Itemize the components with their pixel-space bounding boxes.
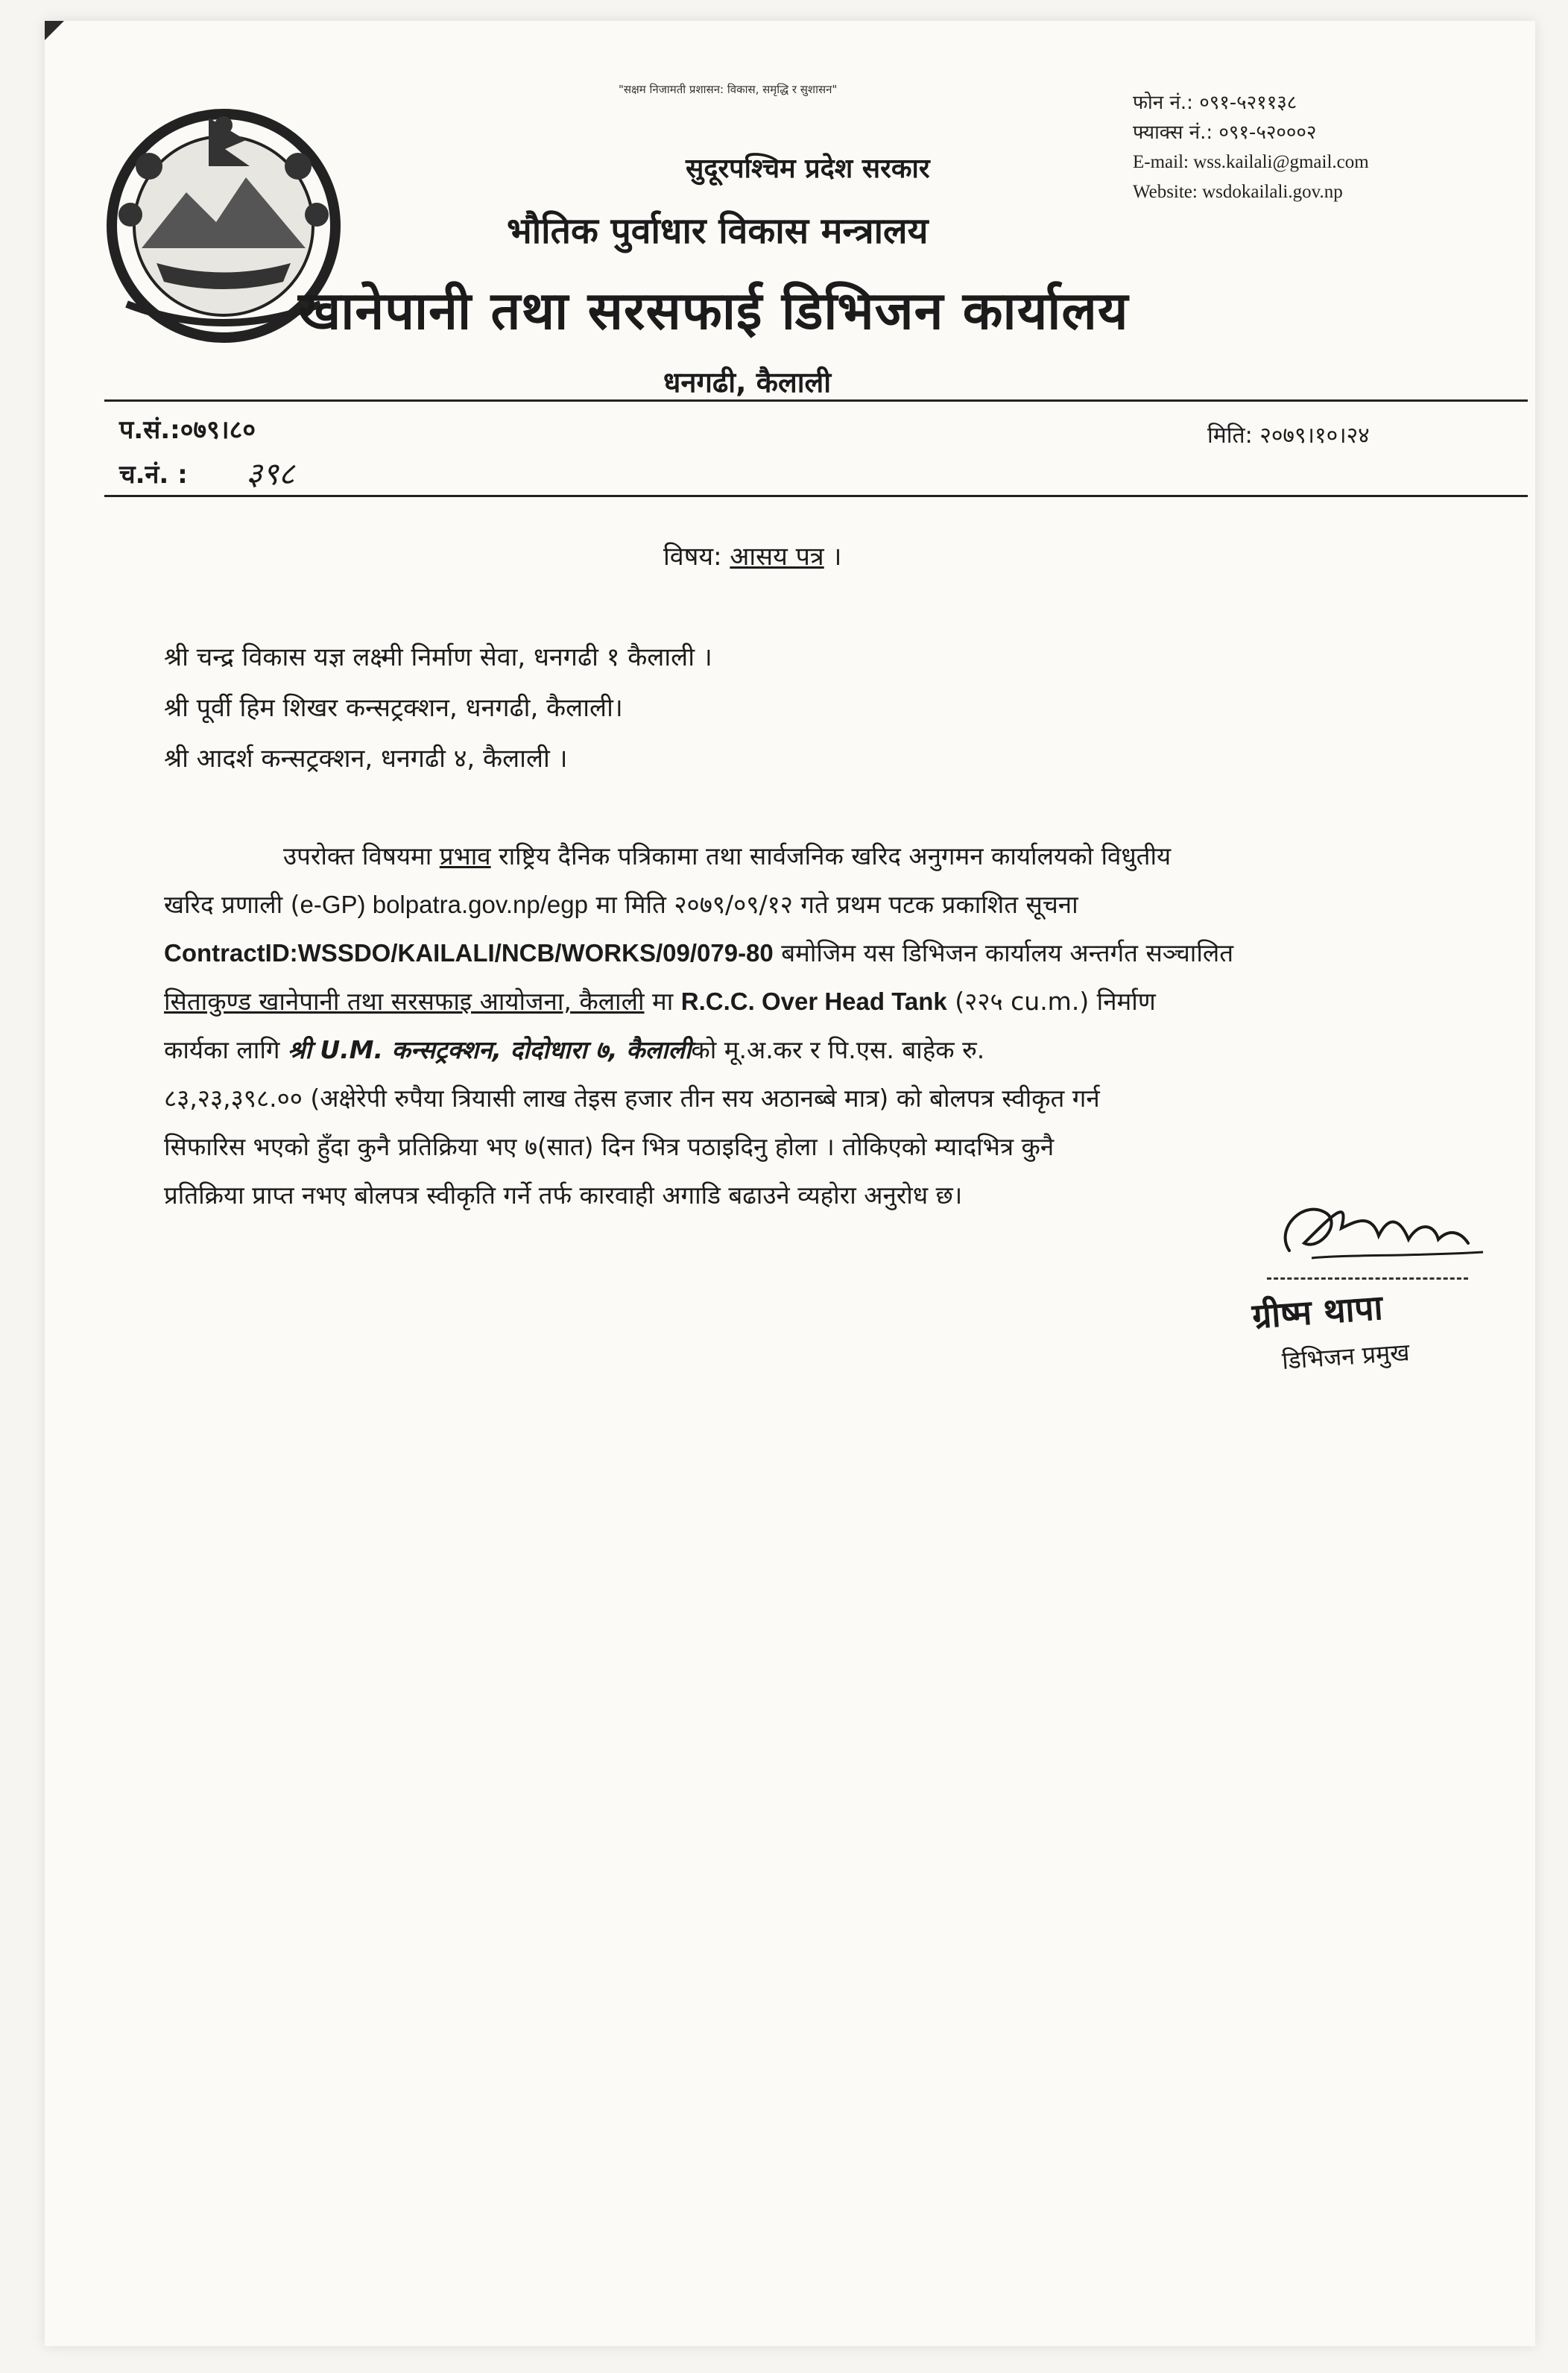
dispatch-number-label: च.नं. : [119, 460, 188, 490]
body-line-7: सिफारिस भएको हुँदा कुनै प्रतिक्रिया भए ७(सात) दिन भित्र पठाइदिनु होला । तोकिएको म्यादभित्र कुनै [164, 1132, 1055, 1161]
signatory-title: डिभिजन प्रमुख [1280, 1338, 1411, 1375]
addressee-item: श्री चन्द्र विकास यज्ञ लक्ष्मी निर्माण सेवा, धनगढी १ कैलाली । [164, 642, 712, 672]
office-name: खानेपानी तथा सरसफाई डिभिजन कार्यालय [298, 280, 1129, 341]
addressee-item: श्री आदर्श कन्सट्रक्शन, धनगढी ४, कैलाली । [164, 744, 568, 774]
project-name: सिताकुण्ड खानेपानी तथा सरसफाइ आयोजना, कैलाली [164, 987, 645, 1016]
office-motto: "सक्षम निजामती प्रशासन: विकास, समृद्धि र सुशासन" [619, 83, 838, 96]
email-address: E-mail: wss.kailali@gmail.com [1133, 152, 1369, 172]
body-line-5: कार्यका लागि श्री U.M. कन्सट्रक्शन, दोदोधारा ७, कैलालीको मू.अ.कर र पि.एस. बाहेक रु. [164, 1035, 985, 1064]
letter-number: प.सं.:०७९।८० [119, 415, 256, 445]
body-line-2: खरिद प्रणाली (e-GP) bolpatra.gov.np/egp मा मिति २०७९/०९/१२ गते प्रथम पटक प्रकाशित सूचना [164, 890, 1078, 919]
subject-end: । [832, 542, 842, 572]
letter-date: मिति: २०७९।१०।२४ [1207, 423, 1370, 449]
dispatch-number: ३९८ [246, 455, 295, 492]
signatory-name: ग्रीष्म थापा [1251, 1286, 1385, 1337]
page-corner [45, 21, 64, 40]
awarded-contractor: श्री U.M. कन्सट्रक्शन, दोदोधारा ७, कैलाली [287, 1035, 692, 1064]
handwritten-signature-icon [1259, 1169, 1498, 1280]
letter-page [45, 21, 1535, 2346]
letter-body [164, 832, 1505, 1219]
addressee-list [164, 632, 712, 784]
website-address: Website: wsdokailali.gov.np [1133, 182, 1343, 202]
bid-amount: ८३,२३,३९८.०० (अक्षेरेपी रुपैया त्रियासी लाख तेइस हजार तीन सय अठानब्बे मात्र) को बोलपत्र स्वीकृत गर्न [164, 1084, 1100, 1113]
subject-line [663, 538, 841, 572]
body-line-3: ContractID:WSSDO/KAILALI/NCB/WORKS/09/079-80 बमोजिम यस डिभिजन कार्यालय अन्तर्गत सञ्चालित [164, 938, 1234, 967]
body-line-1: उपरोक्त विषयमा प्रभाव राष्ट्रिय दैनिक पत्रिकामा तथा सार्वजनिक खरिद अनुगमन कार्यालयको विधुतीय [283, 841, 1172, 870]
addressee-item: श्री पूर्वी हिम शिखर कन्सट्रक्शन, धनगढी, कैलाली। [164, 693, 623, 723]
body-line-4: सिताकुण्ड खानेपानी तथा सरसफाइ आयोजना, कैलाली मा R.C.C. Over Head Tank (२२५ cu.m.) निर्माण [164, 987, 1156, 1016]
fax-number: फ्याक्स नं.: ०९१-५२०००२ [1133, 121, 1317, 144]
contract-id: ContractID:WSSDO/KAILALI/NCB/WORKS/09/079-80 [164, 939, 774, 967]
office-location: धनगढी, कैलाली [663, 366, 832, 399]
header-divider [104, 399, 1528, 402]
province-government: सुदूरपश्चिम प्रदेश सरकार [686, 154, 930, 184]
phone-number: फोन नं.: ०९१-५२११३८ [1133, 92, 1297, 114]
subject-label: विषय: [663, 542, 722, 572]
ministry-name: भौतिक पुर्वाधार विकास मन्त्रालय [507, 210, 929, 252]
signature-line [1267, 1277, 1468, 1280]
body-line-8: प्रतिक्रिया प्राप्त नभए बोलपत्र स्वीकृति गर्ने तर्फ कारवाही अगाडि बढाउने व्यहोरा अनुरोध छ। [164, 1181, 963, 1210]
body-line-6 [164, 1074, 1505, 1122]
contact-block [1133, 88, 1369, 207]
subject-text: आसय पत्र [730, 542, 824, 572]
reference-divider [104, 495, 1528, 497]
